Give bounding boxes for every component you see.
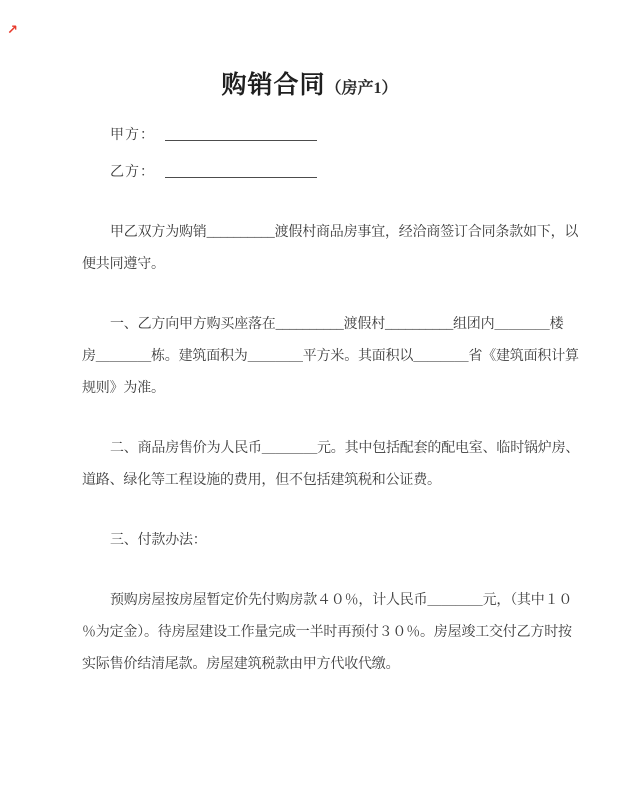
paragraph-line: 二、商品房售价为人民币＿＿＿＿元。其中包括配套的配电室、临时锅炉房、 [110,441,580,456]
document-title [82,70,537,102]
paragraph-line: 实际售价结清尾款。房屋建筑税款由甲方代收代缴。 [82,657,400,672]
red-arrow-icon: ↗ [7,23,18,38]
document-title-text: 购销合同 [221,72,326,99]
paragraph-line: 道路、绿化等工程设施的费用，但不包括建筑税和公证费。 [82,473,441,488]
party-b-row [110,163,557,200]
document-title-suffix: （房产1） [325,80,398,97]
paragraph-line: 一、乙方向甲方购买座落在__________渡假村__________组团内＿＿＿＿楼 [110,317,564,332]
paragraph-clause-2 [82,433,580,497]
party-b-blank-line [165,163,317,178]
paragraph-line: 规则》为准。 [82,381,165,396]
paragraph-line: 预购房屋按房屋暂定价先付购房款４０％，计人民币＿＿＿＿元，（其中１０ [110,593,573,608]
paragraph-line: 便共同遵守。 [82,257,165,272]
paragraph-clause-3-heading [82,525,557,557]
party-a-row [110,126,557,163]
paragraph-clause-3-body [82,585,573,681]
paragraph-line: 房＿＿＿＿栋。建筑面积为＿＿＿＿平方米。其面积以＿＿＿＿省《建筑面积计算 [82,349,579,364]
paragraph-line: ％为定金）。待房屋建设工作量完成一半时再预付３０％。房屋竣工交付乙方时按 [82,625,572,640]
paragraph-clause-1 [82,309,579,405]
party-b-label: 乙方： [110,165,155,180]
party-a-label: 甲方： [110,128,155,143]
paragraph-line: 甲乙双方为购销__________渡假村商品房事宜，经洽商签订合同条款如下，以 [110,225,579,240]
parties-section [110,126,557,200]
party-a-blank-line [165,126,317,141]
paragraph-line: 三、付款办法： [110,533,207,548]
paragraph-intro [82,217,579,281]
